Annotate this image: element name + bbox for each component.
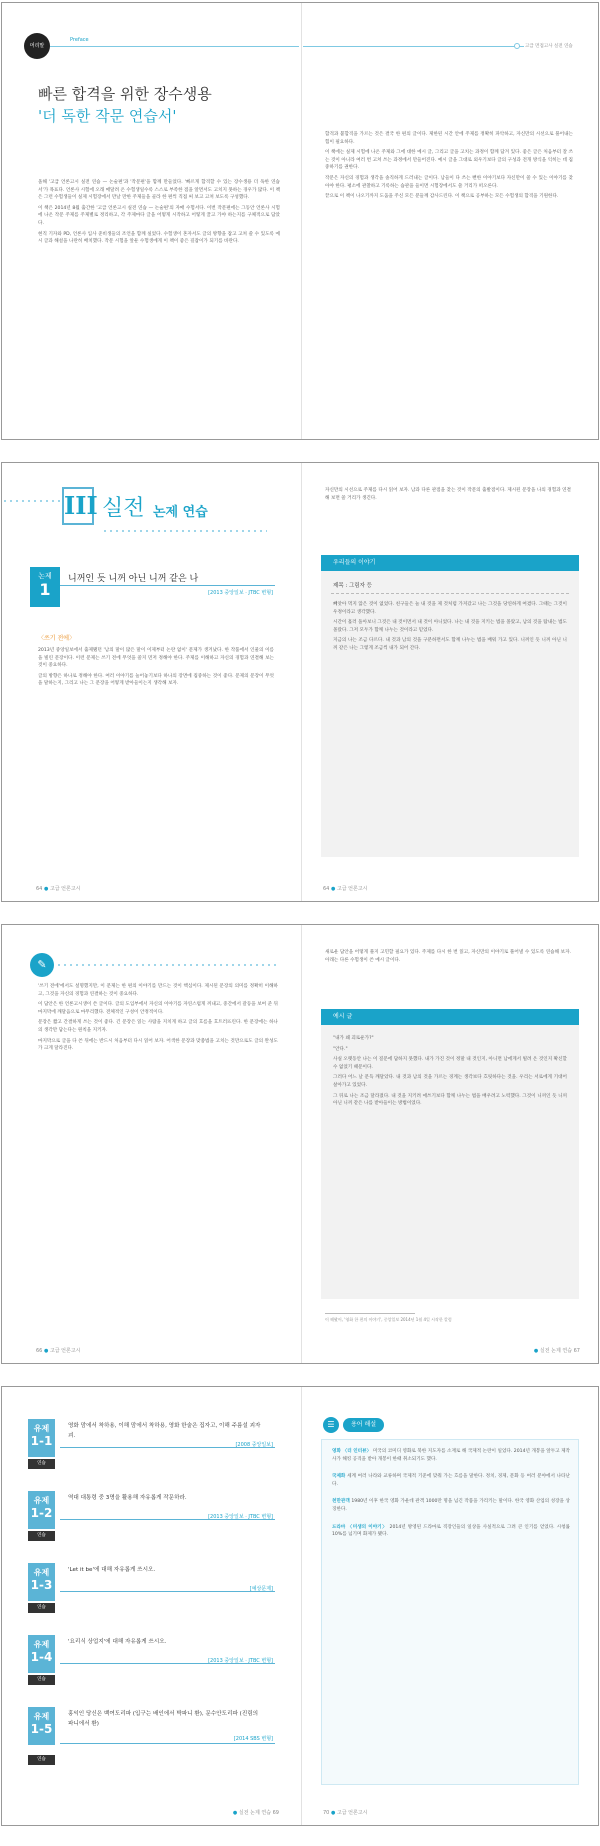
practice-label: 연습 [28,1675,55,1685]
page-64-left [2,463,299,901]
glossary-term: 영화 〈더 인터뷰〉 [332,1449,372,1454]
preface-label: Preface [70,37,89,43]
footer-bullet: ● [330,886,336,892]
exercise-text: 영화 맘에서 착하용, 이해 맘에서 착하용, 영화 한술은 집자고, 이해 주름설 괴자괴. [68,1423,261,1439]
spread-gutter [301,463,302,901]
pencil-icon: ✎ [30,953,54,977]
glossary-item [332,1473,570,1488]
exercise-text: 역대 대통령 중 3명을 활용해 자유롭게 작문하라. [68,1495,187,1501]
paragraph: 이 답안은 한 언론고시생이 쓴 글이다. 글의 도입부에서 자신의 이야기를 자연스럽게 꺼내고, 중간에서 갈등을 보여 준 뒤 마지막에 깨달음으로 마무리했다. 전체적인 구성이 안정적이다. [38,1002,278,1015]
preface-title-line1: 빠른 합격을 위한 장수생용 [38,85,212,103]
preface-left-body [38,179,280,249]
exercise-number: 1-5 [30,1722,53,1736]
glossary-item [332,1448,570,1463]
essay-left-body [38,647,274,691]
paragraph: '쓰기 전에'에서도 설명했지만, 이 문제는 한 편의 이야기를 만드는 것이 핵심이다. 제시된 문장의 의미를 정확히 이해하고, 그것을 자신의 경험과 연결하는 것이 중요하다. [38,984,278,997]
practice-label: 연습 [28,1459,55,1469]
paragraph: 올해 '고급 언론고시 실전 연습 — 논술편'과 '작문편'을 함께 만들었다. '빠르게 합격할 수 있는 장수생용 더 독한 연습서'가 목표다. 언론사 시험에 오래 매달려 온 수험생일수록 스스로 부족한 점을 알면서도 고치지 못하는 경우가 많다. 이 책은 그런 수험생들이 실제 시험장에서 만날 만한 주제들을 골라 한 편씩 직접 써 보고 고쳐 보도록 구성했다. [38,180,281,201]
commentary-body [38,983,278,1056]
paragraph: "내가 왜 괴로운가?" [333,1036,374,1041]
page-number: 70 [323,1810,330,1816]
exercise-tag [28,1635,55,1673]
practice-label: 연습 [28,1755,55,1765]
sample-box-header: 예시 글 [321,1009,579,1025]
exercise-tag [28,1707,55,1745]
paragraph: 이 책은 2014년 8월 출간한 '고급 언론고시 실전 연습 — 논술편'의 자매 수험서다. 이번 작문편에는 그동안 언론사 시험에 나온 작문 주제를 주제별로 정리하고, 각 주제마다 글을 어떻게 시작하고 어떻게 끌고 가야 하는지를 구체적으로 담았다. [38,205,280,226]
exercise-number: 1-1 [30,1434,53,1448]
glossary-definition: 세계 여러 나라와 교류하며 국제적 기준에 맞춰 가는 흐름을 말한다. 정치, 경제, 문화 등 여러 분야에서 나타난다. [332,1474,570,1487]
paragraph: 문장은 짧고 간결하게 쓰는 것이 좋다. 긴 문장은 읽는 사람을 지치게 하고 글의 흐름을 흐트러뜨린다. 한 문장에는 하나의 생각만 담는다는 원칙을 지키자. [38,1020,278,1033]
footer-label: 고급 언론고시 [336,886,368,892]
footer-bullet: ● [232,1810,238,1816]
page-number: 64 [36,886,43,892]
paragraph: 현직 기자와 PD, 언론사 입사 준비생들의 조언을 함께 실었다. 수험생이 혼자서도 글의 방향을 잡고 고쳐 쓸 수 있도록 예시 글과 해설을 나란히 배치했다. 작문 시험을 앞둔 수험생에게 이 책이 좋은 길잡이가 되기를 바란다. [38,231,280,245]
glossary-definition: 2014년 방영된 드라마로 직장인들의 일상을 사실적으로 그려 큰 인기를 얻었다. 시청률 10%를 넘기며 화제가 됐다. [332,1524,570,1538]
paragraph: 이 책에는 실제 시험에 나온 주제와 그에 대한 예시 글, 그리고 글을 고치는 과정이 함께 담겨 있다. 좋은 글은 처음부터 잘 쓰는 것이 아니라 여러 번 고쳐 쓰는 과정에서 만들어진다. 예시 글을 그대로 외우기보다 글의 구성과 전개 방식을 익히는 데 집중하기를 권한다. [325,150,573,171]
paragraph: 작문은 자신의 경험과 생각을 솔직하게 드러내는 글이다. 남들이 다 쓰는 뻔한 이야기보다 자신만이 쓸 수 있는 이야기를 찾아야 한다. 평소에 관찰하고 기록하는 습관을 들이면 시험장에서도 쓸 거리가 떠오른다. [325,175,573,189]
glossary-item [332,1524,570,1539]
spread-gutter [301,925,302,1363]
essay-title-rule [60,585,275,586]
paragraph: 사실 오랫동안 나는 이 질문에 답하지 못했다. 내가 가진 것이 정말 내 것인지, 아니면 남에게서 빌려 온 것인지 확신할 수 없었기 때문이다. [333,1057,567,1070]
exercise-source: [2013 중앙일보 · JTBC 변형] [208,1658,273,1664]
running-header: 고급 면접고사 실전 연습 [525,44,573,49]
exercise-tag-label: 유제 [33,1640,50,1649]
page-67-right [303,925,599,1363]
essay-badge-tag: 논제 [38,572,52,580]
page-footer-right [323,1809,368,1816]
page-number: 66 [36,1348,43,1354]
paragraph: 합격과 불합격을 가르는 것은 결국 한 편의 글이다. 제한된 시간 안에 주제를 정확히 파악하고, 자신만의 시선으로 풀어내는 힘이 필요하다. [325,132,573,145]
footer-label: 실전 논제 연습 [238,1810,272,1816]
sample-box-body [333,1035,567,1111]
example-box-body [333,601,567,656]
exercise-tag-label: 유제 [33,1712,50,1721]
page-preface-left [2,3,299,439]
header-dot [514,43,520,49]
footer-bullet: ● [43,1348,49,1354]
glossary-body [332,1448,570,1549]
page-70-right [303,1387,599,1825]
footer-label: 고급 언론고시 [49,1348,81,1354]
exercise-source: [예상문제] [249,1586,273,1592]
exercise-source: [2014 SBS 변형] [233,1736,273,1742]
section-label: 〈쓰기 전에〉 [38,635,76,642]
page-number: 69 [272,1810,279,1816]
notes-title: 용어 해설 [343,1418,384,1432]
exercise-number: 1-3 [30,1578,53,1592]
page-69-left [2,1387,299,1825]
exercise-number: 1-2 [30,1506,53,1520]
footer-label: 실전 논제 연습 [539,1348,573,1354]
exercise-text: 홍익인 당신은 백여도리파 (입구는 배인에서 박파니 환), 문수안도리파 (진림의 파니에서 환) [68,1711,259,1727]
glossary-definition: 미국의 코미디 영화로 북한 지도자를 소재로 해 국제적 논란이 일었다. 2014년 개봉을 앞두고 제작사가 해킹 공격을 받아 개봉이 한때 취소되기도 했다. [332,1449,570,1462]
paragraph: "안다." [333,1046,348,1052]
exercise-text: 'Let it be'에 대해 자유롭게 쓰시오. [68,1567,156,1573]
essay-right-body [325,487,571,505]
page-footer-right [534,1347,580,1354]
practice-label: 연습 [28,1531,55,1541]
chapter-title-main: 실전 [102,496,145,521]
notes-icon: ☰ [323,1417,339,1433]
sample-essay-box [321,1009,579,1299]
exercise-rule [60,1591,275,1592]
example-box-header: 우리들의 이야기 [321,555,579,571]
essay-badge [30,567,60,607]
exercise-tag-label: 유제 [33,1496,50,1505]
glossary-term: 드라마 〈미생의 이야기〉 [332,1524,388,1530]
example-box-rule [331,593,569,594]
preface-title-line2: '더 독한 작문 연습서' [38,107,177,125]
spread-gutter [301,3,302,439]
preface-right-body [325,131,573,204]
spread-pages-69-70 [1,1386,599,1826]
paragraph: 마지막으로 글을 다 쓴 뒤에는 반드시 처음부터 다시 읽어 보자. 어색한 문장과 맞춤법을 고치는 것만으로도 글의 완성도가 크게 달라진다. [38,1038,278,1052]
glossary-box [321,1439,579,1785]
footer-label: 고급 언론고시 [49,886,81,892]
paragraph: 자신만의 시선으로 주제를 다시 읽어 보자. 남과 다른 관점을 찾는 것이 작문의 출발점이다. 제시된 문장을 나의 경험과 연결해 보면 쓸 거리가 생긴다. [325,488,571,501]
footer-label: 고급 언론고시 [336,1810,368,1816]
spread-chapter-three [1,462,599,902]
example-essay-box [321,555,579,857]
page-number: 67 [573,1348,580,1354]
chapter-number: III [62,487,94,525]
paragraph: 지금의 나는 조금 다르다. 내 것과 남의 것을 구분하면서도 함께 나누는 법을 배워 가고 있다. 니꺼인 듯 니꺼 아닌 니꺼 같은 나는 그렇게 조금씩 내가 되어 간다. [333,638,567,651]
footer-bullet: ● [533,1348,539,1354]
page-footer-left [36,1347,81,1354]
exercise-tag [28,1419,55,1457]
chapter-tag: 머리말 [24,33,50,59]
glossary-term: 천만관객 [332,1499,350,1505]
chapter-title-sub: 논제 연습 [153,505,208,520]
dotted-rule [2,500,62,502]
glossary-term: 국제화 [332,1474,346,1480]
paragraph: 2013년 중앙일보에서 출제됐던 '남의 말이 많은 말이 이제부터 논란 없이' 문제가 생겨났다. 한 작품에서 인물의 이름을 빌린 문장이다. 이런 문제는 쓰기 전에 무엇을 쓸지 먼저 정해야 한다. 주제를 이해하고 자신의 경험과 연결해 보는 것이 중요하다. [38,648,274,669]
page-footer-left [36,885,81,892]
exercise-tag-label: 유제 [33,1424,50,1433]
header-rule [50,46,299,47]
glossary-item [332,1498,570,1513]
spread-preface [1,2,599,440]
footer-bullet: ● [43,886,49,892]
exercise-tag-label: 유제 [33,1568,50,1577]
exercise-tag [28,1491,55,1529]
paragraph: 빼앗아 먹지 않은 것이 없었다. 친구들은 늘 내 것을 제 것처럼 가져갔고 나는 그것을 당연하게 여겼다. 그때는 그것이 우정이라고 생각했다. [333,602,567,615]
footnote-rule [325,1313,415,1314]
exercise-source: [2013 중앙일보 · JTBC 변형] [208,1514,273,1520]
header-rule [303,46,524,47]
example-box-subtitle: 제목 : 그림자 등 [333,583,372,589]
paragraph: 끝으로 이 책이 나오기까지 도움을 주신 모든 분들께 감사드린다. 이 책으로 공부하는 모든 수험생의 합격을 기원한다. [325,194,559,200]
intro-body [325,949,571,967]
essay-badge-number: 1 [39,580,51,599]
exercise-number: 1-4 [30,1650,53,1664]
page-footer-left [233,1809,279,1816]
page-64-right [303,463,599,901]
page-footer-right [323,885,368,892]
exercise-text: '요리식 상업지'에 대해 자유롭게 쓰시오. [68,1639,167,1645]
spread-pages-66-67 [1,924,599,1364]
footer-bullet: ● [330,1810,336,1816]
page-66-left [2,925,299,1363]
exercise-rule [60,1743,275,1744]
essay-source: [2013 중앙일보 · JTBC 변형] [208,590,273,596]
paragraph: 그러다 어느 날 문득 깨달았다. 내 것과 남의 것을 가르는 경계는 생각보다 흐릿하다는 것을. 우리는 서로에게 기대어 살아가고 있었다. [333,1075,567,1088]
glossary-definition: 1980년 이후 한국 영화 가운데 관객 1000만 명을 넘긴 작품을 가리키는 말이다. 한국 영화 산업의 성장을 상징한다. [332,1499,570,1512]
paragraph: 글의 방향은 하나로 정해야 한다. 여러 이야기를 늘어놓기보다 하나의 장면에 집중하는 것이 좋다. 문제의 문장이 무엇을 말하는지, 그리고 나는 그 문장을 어떻게 받아들이는지 생각해 보자. [38,673,274,687]
footnote: 이 해봤어, '영화 한 편의 이야기', 중앙일보 2014년 1월 4일 시작한 칼럼 [325,1317,452,1322]
page-preface-right [303,3,599,439]
dotted-rule [102,530,267,532]
essay-title: 니꺼인 듯 니꺼 아닌 니꺼 같은 나 [68,574,199,584]
paragraph: 새로운 답안을 어떻게 풀지 고민할 필요가 있다. 주제를 다시 한 번 읽고, 자신만의 이야기로 풀어낼 수 있도록 연습해 보자. 아래는 다른 수험생이 쓴 예시 글이다. [325,950,571,963]
practice-label: 연습 [28,1603,55,1613]
spread-gutter [301,1387,302,1825]
page-number: 64 [323,886,330,892]
paragraph: 그 뒤로 나는 조금 달라졌다. 내 것을 지키려 애쓰기보다 함께 나누는 법을 배우려고 노력했다. 그것이 니꺼인 듯 니꺼 아닌 니꺼 같은 나를 받아들이는 방법이었다. [333,1093,567,1107]
paragraph: 시간이 흘러 돌아보니 그것은 내 것이면서 내 것이 아니었다. 나는 내 것을 지키는 법을 몰랐고, 남의 것을 탐내는 법도 몰랐다. 그저 모두가 함께 나누는 것이라고 믿었다. [333,620,567,633]
exercise-tag [28,1563,55,1601]
exercise-source: [2008 중앙일보] [235,1442,273,1448]
dotted-rule [56,964,279,966]
